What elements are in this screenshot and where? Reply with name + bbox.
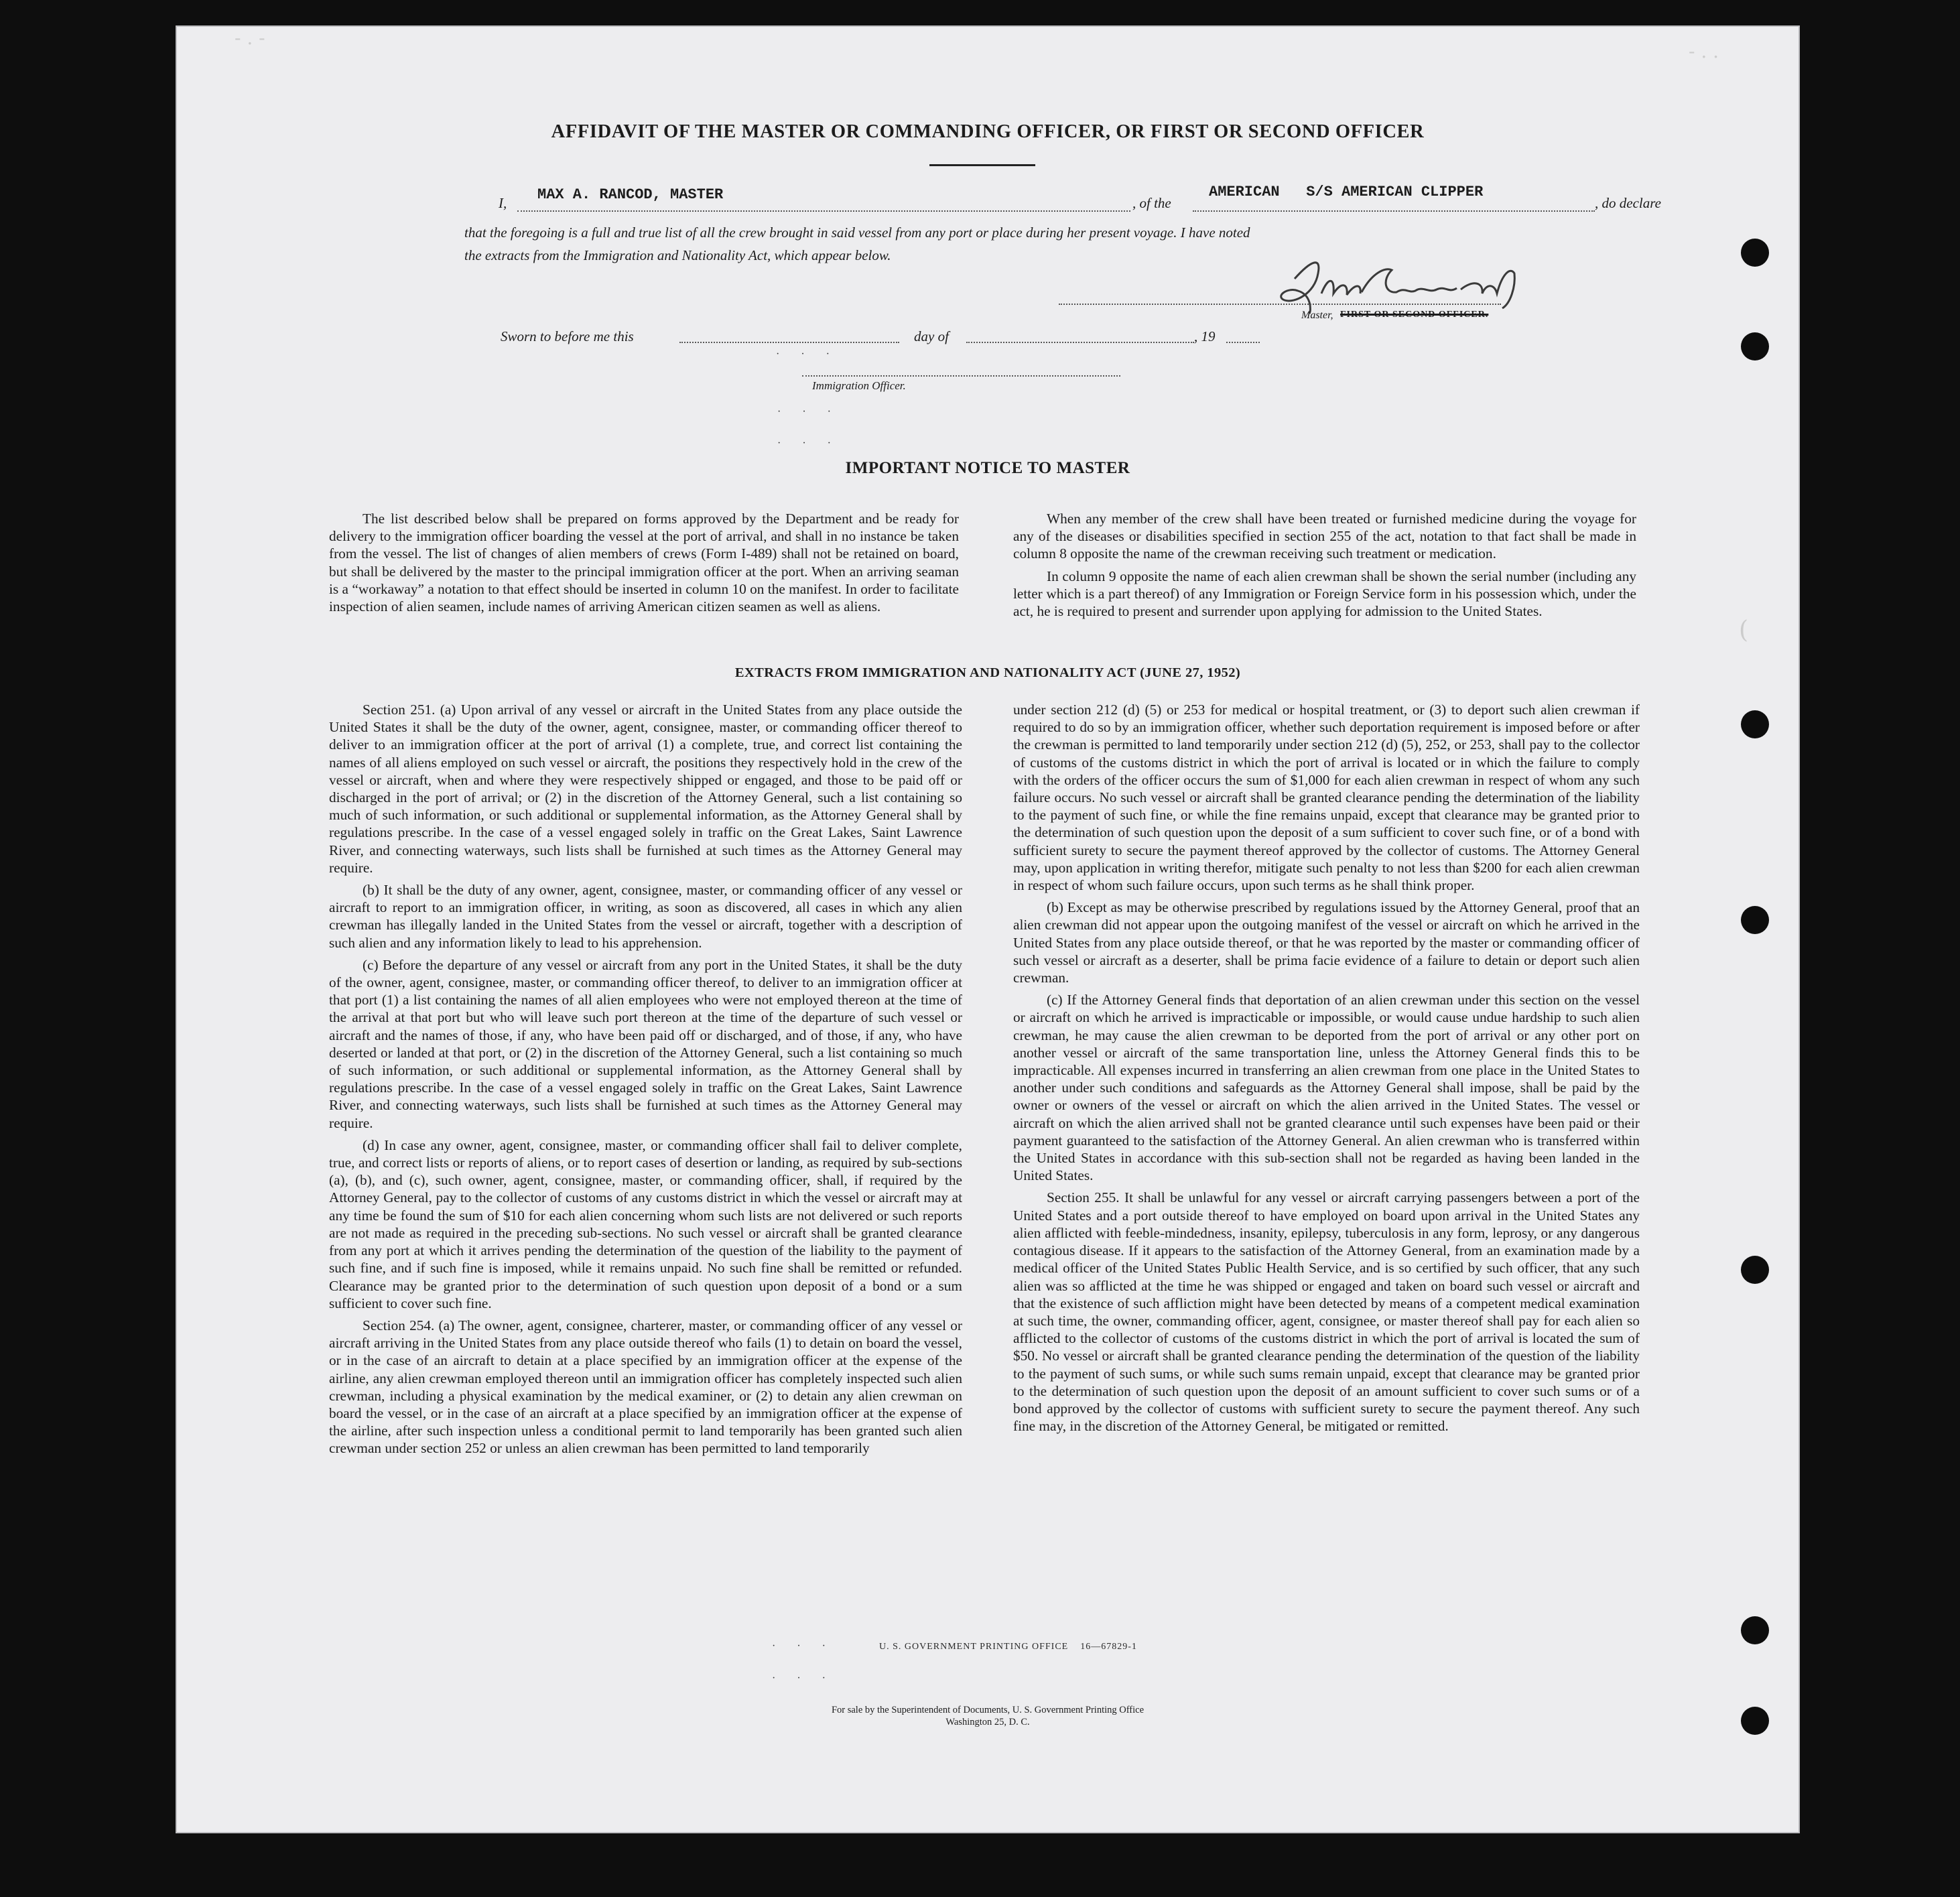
notice-left-column bbox=[329, 510, 959, 615]
extracts-right-column bbox=[1013, 701, 1640, 1435]
binder-hole bbox=[1741, 906, 1769, 934]
immigration-officer-line[interactable] bbox=[802, 374, 1120, 377]
binder-hole bbox=[1741, 1256, 1769, 1284]
scan-edge-mark: ( bbox=[1739, 616, 1749, 644]
section-254-b: (b) Except as may be otherwise prescribed by regulations issued by the Attorney General, proof that an alien crewman did not appear upon the outgoing manifest of the vessel or aircraft on which he arrived in the United States from any place outside thereof, or that he was reported by the master or commanding officer of such vessel or aircraft as a deserter, shall be prima facie evidence of a failure to detain or deport such alien crewman. bbox=[1013, 899, 1640, 986]
section-251-a: Section 251. (a) Upon arrival of any vessel or aircraft in the United States from any place outside the United States it shall be the duty of the owner, agent, consignee, master, or commanding officer thereof to deliver to an immigration officer at the port of arrival (1) a complete, true, and correct list containing the names of all aliens employed on such vessel or aircraft, the positions they respectively hold in the crew of the vessel or aircraft, when and where they were respectively shipped or engaged, and those to be paid off or discharged in the port of arrival; or (2) in the discretion of the Attorney General, such a list containing so much of such information, or such additional or supplemental information, as the Attorney General shall by regulations prescribe. In the case of a vessel engaged solely in traffic on the Great Lakes, Saint Lawrence River, and connecting waterways, such lists shall be furnished at such times as the Attorney General may require. bbox=[329, 702, 962, 876]
title-rule bbox=[929, 164, 1035, 166]
footer bbox=[176, 1704, 1800, 1728]
scan-specks: · · · bbox=[776, 348, 839, 360]
scan-edge-mark: - . . bbox=[1689, 40, 1719, 62]
notice-title: IMPORTANT NOTICE TO MASTER bbox=[845, 459, 1130, 477]
scan-specks: · · · bbox=[777, 438, 840, 449]
extracts-left-column bbox=[329, 701, 962, 1457]
binder-hole bbox=[1741, 710, 1769, 738]
declarant-name-field[interactable] bbox=[517, 186, 1130, 212]
section-255: Section 255. It shall be unlawful for any vessel or aircraft carrying passengers between a port of the United States and a port outside thereof to have employed on board upon arrival in the United States any alien afflicted with feeble-mindedness, insanity, epilepsy, tuberculosis in any form, leprosy, or any dangerous contagious disease. If it appears to the satisfaction of the Attorney General, from an examination made by a medical officer of the United States Public Health Service, and is so certified by such officer, that any such alien was so afflicted at the time he was shipped or engaged and taken on board such vessel or aircraft and that the existence of such affliction might have been detected by means of a competent medical examination at such time, the owner, commanding officer, agent, consignee, or master thereof shall pay for each alien so afflicted to the collector of customs of the customs district in which the port of arrival is located the sum of $50. No vessel or aircraft shall be granted clearance pending the determination of the question of the liability to the payment of such sums, or while such sums remain unpaid, except that clearance may be granted prior to the determination of such question upon the deposit of an amount sufficient to cover such sums or of a bond approved by the collector of customs with sufficient surety to secure the payment thereof. Any such fine may, in the discretion of the Attorney General, be mitigated or remitted. bbox=[1013, 1189, 1640, 1435]
binder-hole bbox=[1741, 332, 1769, 361]
section-254-a-continued: under section 212 (d) (5) or 253 for medical or hospital treatment, or (3) to deport such alien crewman if required to do so by an immigration officer, whether such deportation requirement is imposed before or after the crewman is permitted to land temporarily under section 212 (d) (5), 252, or 253, shall pay to the collector of customs of the customs district in which the port of arrival is located or in which the failure to comply with the orders of the officer occurs the sum of $1,000 for each alien crewman in respect of whom any such failure occurs. No such vessel or aircraft shall be granted clearance pending the determination of the liability to the payment of such fine, or while the fine remains unpaid, except that clearance may be granted prior to the determination of such question upon the deposit of a sum sufficient to cover such fine, or of a bond with sufficient surety to secure the payment thereof approved by the collector of customs. The Attorney General may, upon application in writing therefor, mitigate such penalty to not less than $200 for each alien crewman in respect of whom such failure occurs, upon such terms as he shall think proper. bbox=[1013, 702, 1640, 894]
sworn-label: Sworn to before me this bbox=[501, 328, 634, 344]
form-sheet bbox=[176, 25, 1800, 1833]
declarant-name-typed: MAX A. RANCOD, MASTER bbox=[537, 186, 724, 203]
scan-specks: · · · bbox=[772, 1640, 835, 1652]
notice-right-paragraph-1: When any member of the crew shall have been treated or furnished medicine during the voyage for any of the diseases or disabilities specified in section 255 of the act, notation to that fact shall be made in column 8 opposite the name of the crewman receiving such treatment or medication. bbox=[1013, 511, 1636, 562]
scan-specks: · · · bbox=[772, 1673, 835, 1684]
section-254-c: (c) If the Attorney General finds that deportation of an alien crewman under this section on the vessel or aircraft on which he arrived is impracticable or impossible, or would cause undue hardship to such alien crewman, he may cause the alien crewman to be deported from the port of arrival or any other port on another vessel or aircraft of the same transportation line, unless the Attorney General finds this to be impracticable. All expenses incurred in transferring an alien crewman from one place in the United States to another under such conditions and safeguards as the Attorney General shall impose, shall be paid by the owner or owners of the vessel or aircraft on which the alien arrived in the United States. The vessel or aircraft on which the alien arrived shall not be granted clearance until such expenses have been paid or their payment guaranteed to the satisfaction of the Attorney General. An alien crewman who is transferred within the United States in accordance with this sub-section shall not be regarded as having been landed in the United States. bbox=[1013, 992, 1640, 1184]
footer-line-1: For sale by the Superintendent of Documents, U. S. Government Printing Office bbox=[831, 1705, 1145, 1715]
vessel-typed: AMERICAN S/S AMERICAN CLIPPER bbox=[1209, 184, 1484, 200]
notice-left-paragraph: The list described below shall be prepared on forms approved by the Department and be ready for delivery to the immigration officer boarding the vessel at the port of arrival, and shall in no instance be taken from the vessel. The list of changes of alien members of crews (Form I-489) shall not be retained on board, but shall be delivered by the master to the principal immigration officer at the port. When an arriving seaman is a “workaway” a notation to that effect should be inserted in column 10 on the manifest. In order to facilitate inspection of alien seamen, include names of arriving American citizen seamen as well as aliens. bbox=[329, 511, 959, 615]
signature-caption-struck: FIRST OR SECOND OFFICER. bbox=[1340, 310, 1489, 320]
signature-line bbox=[1059, 302, 1501, 305]
sworn-month-field[interactable] bbox=[966, 340, 1194, 343]
sworn-day-field[interactable] bbox=[679, 340, 899, 343]
notice-right-column bbox=[1013, 510, 1636, 620]
section-251-b: (b) It shall be the duty of any owner, agent, consignee, master, or commanding officer of any vessel or aircraft to report to an immigration officer, in writing, as soon as discovered, all cases in which any alien crewman has illegally landed in the United States from the vessel or aircraft, together with a description of such alien and any information likely to lead to his apprehension. bbox=[329, 882, 962, 951]
section-251-d: (d) In case any owner, agent, consignee, master, or commanding officer shall fail to deliver complete, true, and correct lists or reports of aliens, or to report cases of desertion or landing, as required by sub-sections (a), (b), and (c), such owner, agent, consignee, master, or commanding officer, shall, if required by the Attorney General, pay to the collector of customs of any customs district in which the vessel or aircraft may at any time be found the sum of $10 for each alien concerning whom such lists are not delivered or such reports are not made as required in the preceding sub-sections. No such vessel or aircraft shall be granted clearance from any port at which it arrives pending the determination of the question of the liability to the payment of such fine, and if such fine is imposed, while it remains unpaid. No such fine shall be remitted or refunded. Clearance may be granted prior to the determination of such question upon deposit of a bond or a sum sufficient to cover such fine. bbox=[329, 1136, 962, 1311]
extracts-title: EXTRACTS FROM IMMIGRATION AND NATIONALITY ACT (JUNE 27, 1952) bbox=[734, 665, 1241, 680]
year-label: , 19 bbox=[1194, 328, 1216, 344]
declaration-line-3: the extracts from the Immigration and Nationality Act, which appear below. bbox=[464, 247, 891, 263]
sworn-year-field[interactable] bbox=[1226, 340, 1260, 343]
printing-office-stamp: U. S. GOVERNMENT PRINTING OFFICE 16—67829-1 bbox=[879, 1642, 1137, 1652]
section-251-c: (c) Before the departure of any vessel or aircraft from any port in the United States, it shall be the duty of the owner, agent, consignee, master, or commanding officer thereof, to deliver to an immigration officer at that port (1) a list containing the names of all alien employees who were not employed thereon at the time of the arrival at that port but who will leave such port thereon at the time of the departure of such vessel or aircraft and the names of those, if any, who have been paid off or discharged, and of those, if any, who have deserted or landed at that port, or (2) in the discretion of the Attorney General, such a list containing so much of such information, or such additional or supplemental information, as the Attorney General shall by regulations prescribe. In the case of a vessel engaged solely in traffic on the Great Lakes, Saint Lawrence River, and connecting waterways, such lists shall be furnished at such times as the Attorney General may require. bbox=[329, 956, 962, 1131]
scan-specks: · · · bbox=[777, 406, 840, 417]
binder-hole bbox=[1741, 239, 1769, 267]
declarant-prefix: I, bbox=[499, 195, 507, 211]
scan-edge-mark: - . - bbox=[235, 27, 265, 49]
immigration-officer-caption: Immigration Officer. bbox=[812, 379, 906, 392]
section-254-a: Section 254. (a) The owner, agent, consignee, charterer, master, or commanding officer of any vessel or aircraft arriving in the United States from any place outside thereof who fails (1) to detain on board the vessel, or in the case of an aircraft to detain at a place specified by an immigration officer at the expense of the airline, any alien crewman employed thereon until an immigration officer has completely inspected such alien crewman, including a physical examination by the medical examiner, or (2) to detain any alien crewman on board the vessel, or in the case of an aircraft at a place specified by an immigration officer at the expense of the airline, after such inspection unless a conditional permit to land temporarily has been granted such alien crewman under section 252 or unless an alien crewman has been permitted to land temporarily bbox=[329, 1317, 962, 1457]
vessel-field[interactable] bbox=[1193, 184, 1595, 212]
of-the-label: , of the bbox=[1132, 195, 1171, 211]
notice-right-paragraph-2: In column 9 opposite the name of each alien crewman shall be shown the serial number (including any letter which is a part thereof) of any Immigration or Foreign Service form in his possession which, under the act, he is required to present and surrender upon applying for admission to the United States. bbox=[1013, 568, 1636, 620]
declaration-line-2: that the foregoing is a full and true list of all the crew brought in said vessel from any port or place during her present voyage. I have noted bbox=[464, 224, 1250, 241]
signature-caption: Master, bbox=[1301, 310, 1333, 321]
binder-hole bbox=[1741, 1616, 1769, 1644]
do-declare-label: , do declare bbox=[1595, 195, 1661, 211]
day-of-label: day of bbox=[914, 328, 949, 344]
footer-line-2: Washington 25, D. C. bbox=[945, 1717, 1030, 1727]
affidavit-title: AFFIDAVIT OF THE MASTER OR COMMANDING OFFICER, OR FIRST OR SECOND OFFICER bbox=[551, 121, 1425, 142]
